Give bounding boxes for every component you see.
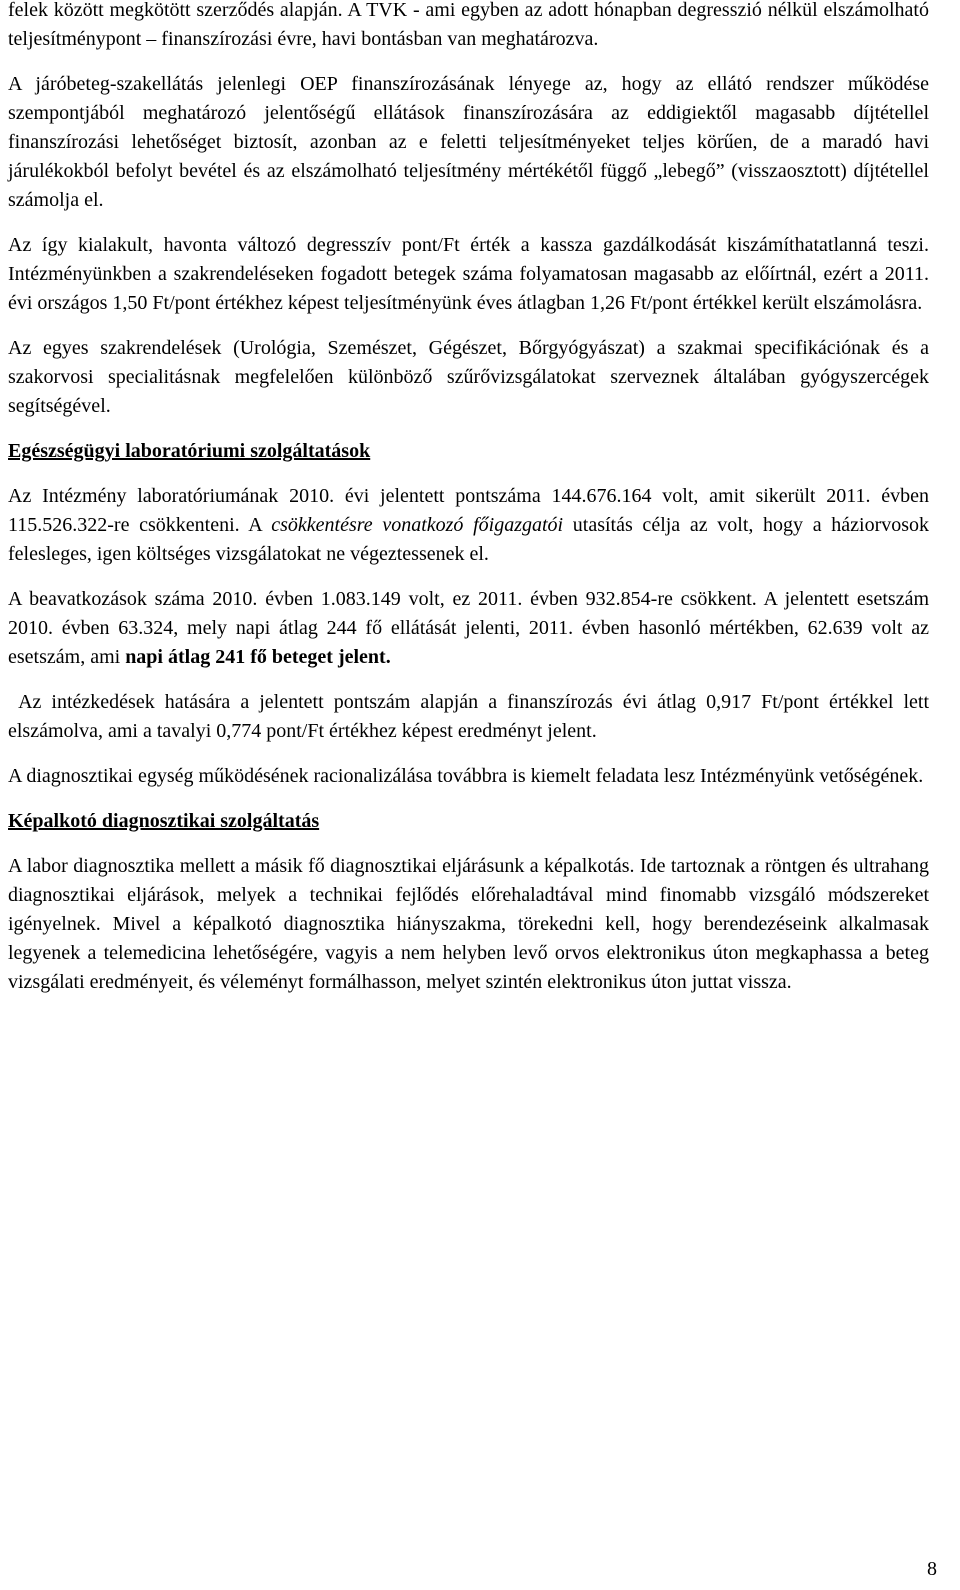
paragraph-oep-financing: A járóbeteg-szakellátás jelenlegi OEP finanszírozásának lényege az, hogy az ellátó rendszer működése szempontjából meghatározó jelentőségű ellátások finanszírozására az eddigiektől magasabb díjtétellel finanszírozási lehetőséget biztosít, azonban az e feletti teljesítményeket teljes körűen, de a maradó havi járulékokból befolyt bevétel és az elszámolható teljesítmény mértékétől függő „lebegő” (visszaosztott) díjtétellel számolja el.: [8, 73, 929, 211]
page-number: 8: [927, 1558, 937, 1580]
paragraph-interventions-bold: napi átlag 241 fő beteget jelent.: [125, 646, 391, 668]
heading-imaging-services: Képalkotó diagnosztikai szolgáltatás: [8, 810, 320, 832]
paragraph-degressive-value: Az így kialakult, havonta változó degresszív pont/Ft érték a kassza gazdálkodását kiszámíthatatlanná teszi. Intézményünkben a szakrendeléseken fogadott betegek száma folyamatosan magasabb az előírtnál, ezért a 2011. évi országos 1,50 Ft/pont értékhez képest teljesítményünk éves átlagban 1,26 Ft/pont értékkel került elszámolásra.: [8, 234, 929, 314]
paragraph-lab-points-end: utasítás célja az volt, hogy a háziorvosok felesleges, igen költséges vizsgálatokat ne végeztessenek el.: [8, 514, 930, 565]
paragraph-lab-points-start: Az Intézmény laboratóriumának 2010. évi jelentett pontszáma 144.676.164 volt, amit sikerült 2011. évben 115.526.322-re csökkenteni. A: [8, 485, 929, 536]
paragraph-lab-points-emphasis: csökkentésre vonatkozó főigazgatói: [271, 514, 564, 536]
paragraph-imaging: A labor diagnosztika mellett a másik fő diagnosztikai eljárásunk a képalkotás. Ide tartoznak a röntgen és ultrahang diagnosztikai eljárások, melyek a technikai fejlődés előrehaladtával mind finomabb vizsgáló módszereket igényelnek. Mivel a képalkotó diagnosztika hiányszakma, törekedni kell, hogy berendezéseink alkalmasak legyenek a telemedicina lehetőségére, vagyis a nem helyben levő orvos elektronikus úton megkaphassa a beteg vizsgálati eredményeit, és véleményt formálhasson, melyet szintén elektronikus úton juttat vissza.: [8, 855, 929, 993]
paragraph-lab-points: [8, 482, 929, 569]
heading-laboratory-services: Egészségügyi laboratóriumi szolgáltatások: [8, 440, 371, 462]
paragraph-financing-result: Az intézkedések hatására a jelentett pontszám alapján a finanszírozás évi átlag 0,917 Ft/pont értékkel lett elszámolva, ami a tavalyi 0,774 pont/Ft értékhez képest eredményt jelent.: [8, 691, 935, 742]
paragraph-rationalization: A diagnosztikai egység működésének racionalizálása továbbra is kiemelt feladata lesz Intézményünk vetőségének.: [8, 765, 924, 787]
document-page: [8, 0, 935, 1013]
paragraph-screenings: Az egyes szakrendelések (Urológia, Szemészet, Gégészet, Bőrgyógyászat) a szakmai specifikációnak és a szakorvosi specialitásnak megfelelően különböző szűrővizsgálatokat szerveznek általában gyógyszercégek segítségével.: [8, 337, 929, 417]
paragraph-interventions-text: A beavatkozások száma 2010. évben 1.083.149 volt, ez 2011. évben 932.854-re csökkent. A jelentett esetszám 2010. évben 63.324, mely napi átlag 244 fő ellátását jelenti, 2011. évben hasonló mértékben, 62.639 volt az esetszám, ami: [8, 588, 929, 668]
paragraph-tvk: felek között megkötött szerződés alapján. A TVK - ami egyben az adott hónapban degresszió nélkül elszámolható teljesítménypont – finanszírozási évre, havi bontásban van meghatározva.: [8, 0, 929, 50]
paragraph-interventions: [8, 585, 929, 672]
